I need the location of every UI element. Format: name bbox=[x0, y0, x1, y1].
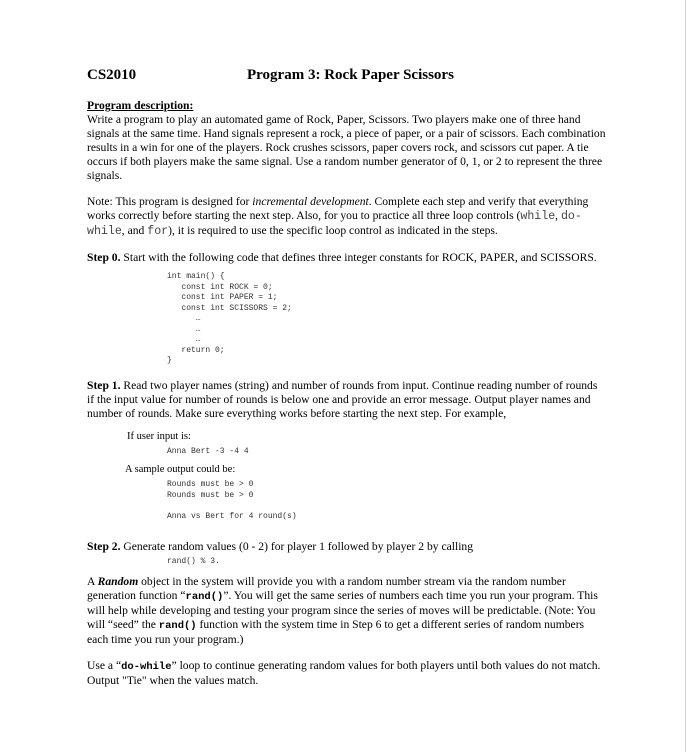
rand-code-2: rand() bbox=[158, 619, 197, 632]
step1-paragraph: Step 1. Read two player names (string) and number of rounds from input. Continue reading number of rounds if the input value for number of rounds is below one and provide an error message. Output player names and number of rounds. Make sure everything works before starting the next step. For example, bbox=[87, 378, 598, 420]
step1-label: Step 1. bbox=[87, 378, 121, 392]
code-for: for bbox=[147, 225, 169, 238]
document-title: Program 3: Rock Paper Scissors bbox=[247, 67, 454, 83]
step1-input-code: Anna Bert -3 -4 4 bbox=[167, 446, 249, 456]
do-while-code: do-while bbox=[121, 660, 172, 673]
step2-paragraph: Step 2. Generate random values (0 - 2) for player 1 followed by player 2 by calling bbox=[87, 540, 474, 553]
description-heading: Program description: bbox=[87, 99, 194, 112]
step1-output-code: Rounds must be > 0 Rounds must be > 0 Anna vs Bert for 4 round(s) bbox=[167, 480, 297, 521]
rand-code: rand() bbox=[185, 590, 224, 603]
code-while: while bbox=[520, 210, 556, 223]
step0-paragraph: Step 0. Start with the following code that defines three integer constants for ROCK, PAPER, and SCISSORS. bbox=[87, 251, 597, 264]
step2-label: Step 2. bbox=[87, 540, 121, 553]
step2-code: rand() % 3. bbox=[167, 557, 220, 566]
course-code: CS2010 bbox=[87, 67, 137, 83]
document-content bbox=[87, 68, 607, 688]
note-paragraph: Note: This program is designed for incremental development. Complete each step and verify that everything works correctly before starting the next step. Also, for you to practice all three loop controls (while, do-while, and for), it is required to use the specific loop control as indicated in the steps. bbox=[87, 195, 589, 238]
note-emphasis: incremental development bbox=[252, 195, 369, 208]
description-text: Write a program to play an automated game of Rock, Paper, Scissors. Two players make one of three hand signals at the same time. Hand signals represent a rock, a piece of paper, or a pair of scissors. Each combination results in a win for one of the players. Rock crushes scissors, paper covers rock, and scissors cut paper. A tie occurs if both players make the same signal. Use a random number generator of 0, 1, or 2 to represent the three signals. bbox=[87, 113, 606, 182]
document-header bbox=[87, 68, 607, 88]
step1-output-label: A sample output could be: bbox=[125, 464, 236, 475]
random-emphasis: Random bbox=[97, 574, 139, 588]
code-do-while: do-while bbox=[87, 210, 582, 238]
step2-do-while-paragraph: Use a “do-while” loop to continue generating random values for both players until both values do not match. Output "Tie" when the values match. bbox=[87, 658, 601, 687]
step0-code-block: int main() { const int ROCK = 0; const int PAPER = 1; const int SCISSORS = 2; … … … return 0; } bbox=[167, 272, 292, 365]
step0-label: Step 0. bbox=[87, 251, 121, 264]
step2-random-paragraph: A Random object in the system will provide you with a random number stream via the random number generation function “rand()”. You will get the same series of numbers each time you run your program. This will help while developing and testing your program since the series of moves will be predictable. (Note: You will “seed” the rand() function with the system time in Step 6 to get a different series of random numbers each time you run your program.) bbox=[87, 574, 598, 646]
step1-input-label: If user input is: bbox=[127, 430, 191, 442]
